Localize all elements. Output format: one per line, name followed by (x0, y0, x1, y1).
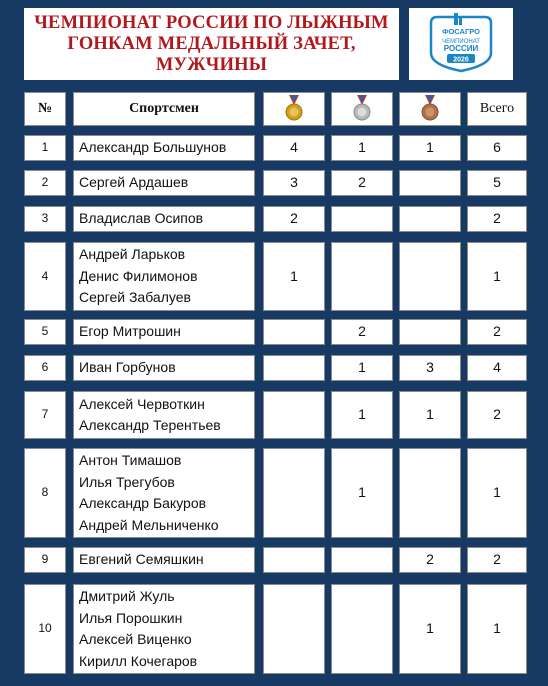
gold-cell (263, 319, 325, 345)
rank-cell: 1 (24, 135, 66, 161)
header-total: Всего (467, 92, 527, 126)
gold-cell: 1 (263, 242, 325, 311)
rank-cell: 6 (24, 355, 66, 381)
athlete-name: Сергей Ардашев (79, 174, 189, 191)
athlete-name: Сергей Забалуев (79, 289, 191, 306)
rank-cell: 9 (24, 547, 66, 573)
total-cell: 6 (467, 135, 527, 161)
athlete-name: Евгений Семяшкин (79, 551, 204, 568)
championship-logo (423, 13, 499, 75)
gold-cell: 3 (263, 170, 325, 196)
athlete-name: Дмитрий Жуль (79, 588, 175, 604)
bronze-cell: 3 (399, 355, 461, 381)
total-cell: 1 (467, 584, 527, 674)
header-number: № (24, 92, 66, 126)
total-cell: 5 (467, 170, 527, 196)
athlete-cell (73, 448, 255, 538)
silver-cell: 2 (331, 319, 393, 345)
athlete-name: Денис Филимонов (79, 267, 198, 284)
total-cell: 4 (467, 355, 527, 381)
gold-cell (263, 355, 325, 381)
title-line-2: ГОНКАМ МЕДАЛЬНЫЙ ЗАЧЕТ, (67, 33, 356, 54)
athlete-name: Антон Тимашов (79, 452, 182, 468)
total-cell: 1 (467, 448, 527, 538)
header-gold (263, 92, 325, 126)
gold-medal-icon (283, 95, 305, 123)
header-silver (331, 92, 393, 126)
athlete-name: Иван Горбунов (79, 359, 176, 376)
logo-brand: ФОСАГРО (442, 27, 480, 36)
bronze-cell: 2 (399, 547, 461, 573)
logo-line2: РОССИИ (443, 44, 479, 53)
header-bronze (399, 92, 461, 126)
bronze-cell (399, 170, 461, 196)
athlete-cell (73, 319, 255, 345)
athlete-cell (73, 206, 255, 232)
athlete-name: Александр Терентьев (79, 417, 221, 433)
gold-cell (263, 584, 325, 674)
athlete-cell (73, 355, 255, 381)
athlete-name: Алексей Виценко (79, 631, 192, 647)
athlete-name: Егор Митрошин (79, 323, 181, 340)
athlete-name: Александр Большунов (79, 139, 227, 156)
bronze-cell: 1 (399, 391, 461, 439)
athlete-name: Илья Трегубов (79, 473, 175, 490)
page-title (34, 13, 388, 76)
rank-cell: 2 (24, 170, 66, 196)
bronze-cell: 1 (399, 135, 461, 161)
gold-cell (263, 547, 325, 573)
athlete-name: Илья Порошкин (79, 609, 183, 626)
athlete-name: Александр Бакуров (79, 495, 207, 511)
athlete-cell (73, 391, 255, 439)
bronze-cell (399, 206, 461, 232)
rank-cell: 5 (24, 319, 66, 345)
title-box (24, 8, 399, 80)
silver-cell (331, 206, 393, 232)
total-cell: 2 (467, 319, 527, 345)
bronze-cell: 1 (399, 584, 461, 674)
bronze-cell (399, 448, 461, 538)
athlete-name: Алексей Червоткин (79, 395, 205, 412)
silver-cell (331, 547, 393, 573)
header-athlete: Спортсмен (73, 92, 255, 126)
total-cell: 2 (467, 391, 527, 439)
logo-year: 2026 (453, 56, 469, 64)
gold-cell (263, 448, 325, 538)
athlete-name: Андрей Мельниченко (79, 516, 219, 533)
silver-medal-icon (351, 95, 373, 123)
gold-cell: 4 (263, 135, 325, 161)
rank-cell: 7 (24, 391, 66, 439)
silver-cell: 2 (331, 170, 393, 196)
athlete-cell (73, 242, 255, 311)
athlete-cell (73, 170, 255, 196)
logo-tower-icon (454, 13, 458, 25)
athlete-cell (73, 135, 255, 161)
silver-cell: 1 (331, 355, 393, 381)
silver-cell (331, 584, 393, 674)
logo-line1: ЧЕМПИОНАТ (442, 39, 480, 45)
silver-cell: 1 (331, 391, 393, 439)
silver-cell: 1 (331, 135, 393, 161)
athlete-cell (73, 547, 255, 573)
title-line-3: МУЖЧИНЫ (155, 54, 268, 75)
bronze-cell (399, 242, 461, 311)
silver-cell (331, 242, 393, 311)
bronze-cell (399, 319, 461, 345)
rank-cell: 10 (24, 584, 66, 674)
rank-cell: 4 (24, 242, 66, 311)
athlete-name: Андрей Ларьков (79, 246, 186, 263)
gold-cell (263, 391, 325, 439)
rank-cell: 3 (24, 206, 66, 232)
logo-box (409, 8, 513, 80)
title-line-1: ЧЕМПИОНАТ РОССИИ ПО ЛЫЖНЫМ (34, 12, 389, 33)
athlete-name: Кирилл Кочегаров (79, 652, 198, 669)
total-cell: 2 (467, 547, 527, 573)
total-cell: 2 (467, 206, 527, 232)
total-cell: 1 (467, 242, 527, 311)
athlete-name: Владислав Осипов (79, 210, 204, 227)
gold-cell: 2 (263, 206, 325, 232)
silver-cell: 1 (331, 448, 393, 538)
rank-cell: 8 (24, 448, 66, 538)
bronze-medal-icon (419, 95, 441, 123)
athlete-cell (73, 584, 255, 674)
